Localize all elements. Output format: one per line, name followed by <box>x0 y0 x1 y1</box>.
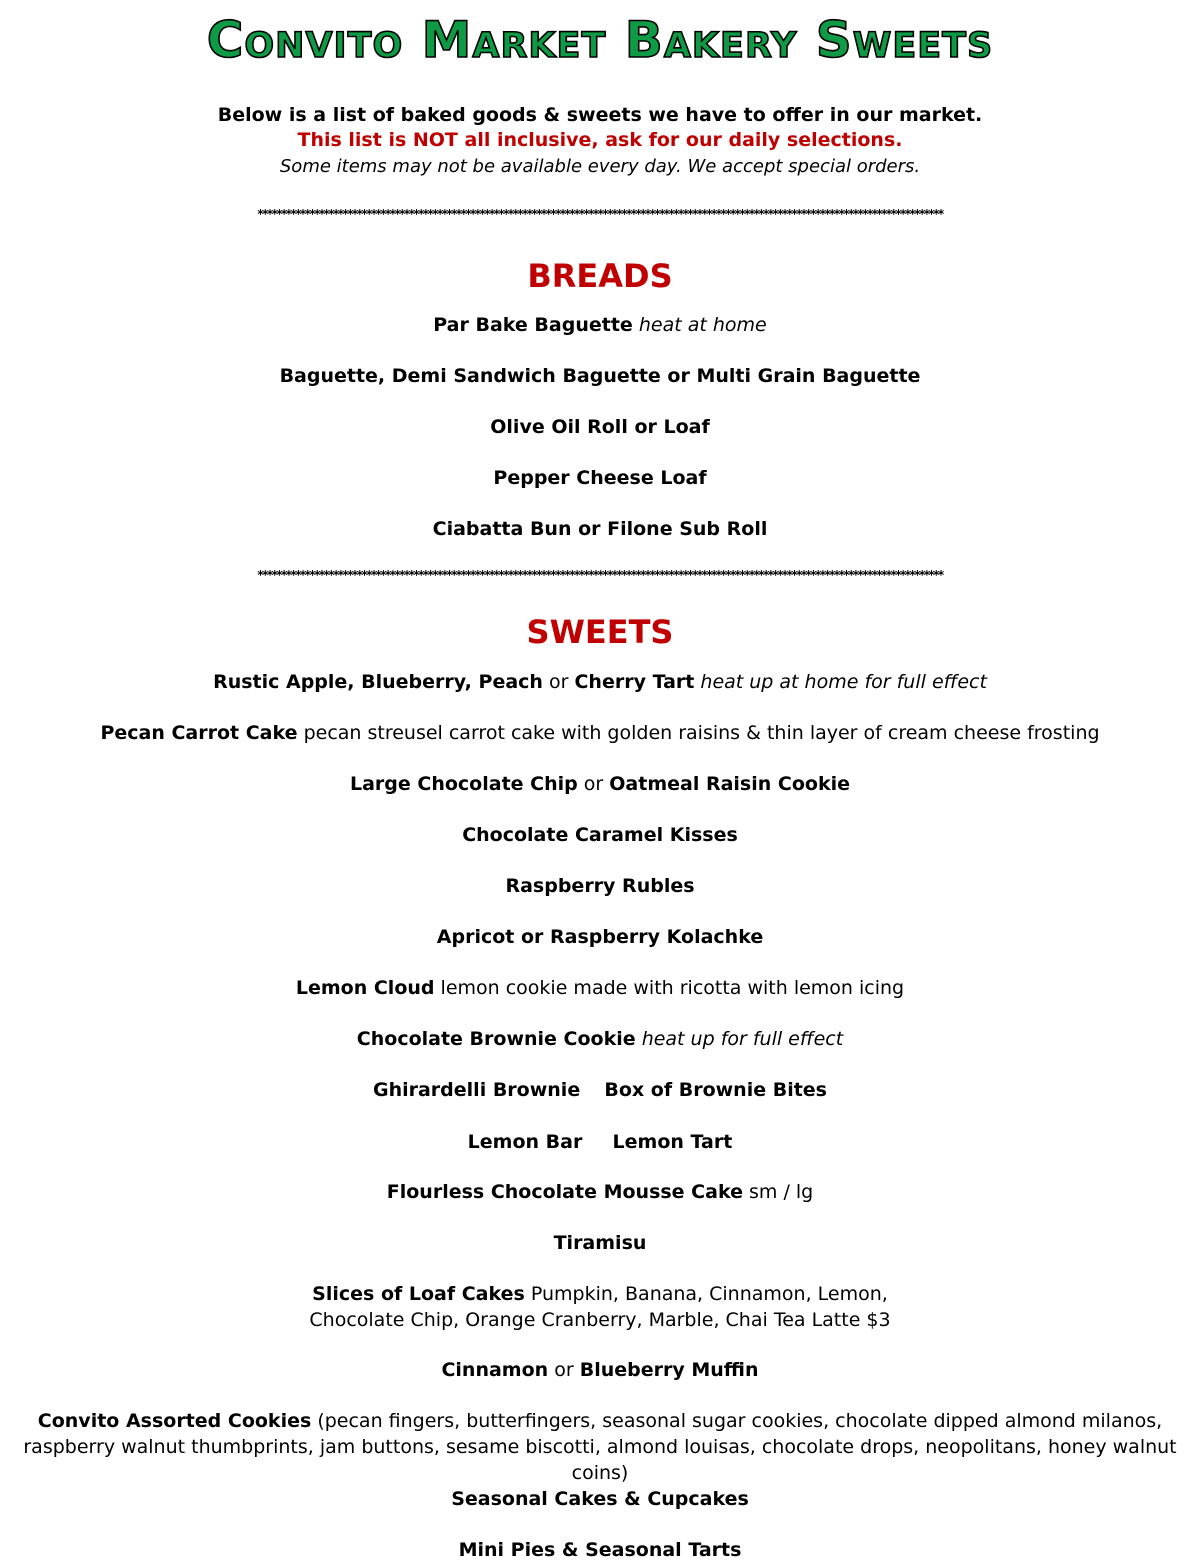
breads-heading: BREADS <box>527 257 673 295</box>
sweet-item <box>14 1408 1186 1486</box>
divider: ************************************************************************************************************************************************* <box>257 568 943 582</box>
item-name: Lemon Bar <box>467 1131 583 1153</box>
item-desc: (pecan fingers, butterfingers, seasonal sugar cookies, chocolate dipped almond milanos, raspberry walnut thumbprints, jam buttons, sesame biscotti, almond louisas, chocolate drops, neopolitans, honey walnut coins) <box>23 1410 1177 1484</box>
sweet-item: Raspberry Rubles <box>505 875 695 897</box>
sweet-item: Mini Pies & Seasonal Tarts <box>458 1539 742 1561</box>
item-name: Convito Assorted Cookies <box>37 1410 312 1432</box>
sweets-heading: SWEETS <box>526 613 674 651</box>
intro-availability: Some items may not be available every day. We accept special orders. <box>279 156 921 177</box>
item-name: Lemon Tart <box>612 1131 733 1153</box>
item-name: Pecan Carrot Cake <box>100 722 298 744</box>
item-name: Par Bake Baguette <box>433 314 633 336</box>
item-desc: pecan streusel carrot cake with golden raisins & thin layer of cream cheese frosting <box>303 722 1100 744</box>
sweet-item <box>10 1281 1190 1333</box>
sweet-item <box>10 1179 1190 1205</box>
item-name: Cinnamon <box>441 1359 549 1381</box>
item-name: Large Chocolate Chip <box>350 773 578 795</box>
sweet-item: Tiramisu <box>553 1232 647 1254</box>
sweet-item <box>10 1026 1190 1052</box>
item-note: heat up for full effect <box>641 1028 844 1050</box>
sweet-item <box>10 1077 1190 1103</box>
item-name: Box of Brownie Bites <box>604 1079 827 1101</box>
intro-line: Below is a list of baked goods & sweets we have to offer in our market. <box>217 104 983 126</box>
item-name: Cherry Tart <box>574 671 695 693</box>
bread-item: Ciabatta Bun or Filone Sub Roll <box>432 518 768 540</box>
item-desc: lemon cookie made with ricotta with lemon icing <box>440 977 905 999</box>
bread-item: Olive Oil Roll or Loaf <box>490 416 710 438</box>
item-name: Lemon Cloud <box>295 977 435 999</box>
intro-notice: This list is NOT all inclusive, ask for our daily selections. <box>297 129 903 151</box>
item-desc: Pumpkin, Banana, Cinnamon, Lemon, <box>530 1283 888 1305</box>
item-connector: or <box>554 1359 574 1381</box>
item-name: Slices of Loaf Cakes <box>312 1283 525 1305</box>
sweet-item <box>10 1129 1190 1155</box>
bread-item <box>10 312 1190 338</box>
sweet-item: Seasonal Cakes & Cupcakes <box>451 1488 749 1510</box>
item-desc: sm / lg <box>749 1181 814 1203</box>
item-name: Blueberry Muffin <box>579 1359 759 1381</box>
item-name: Oatmeal Raisin Cookie <box>609 773 850 795</box>
divider: ************************************************************************************************************************************************* <box>257 207 943 221</box>
sweet-item <box>10 669 1190 695</box>
item-name: Ghirardelli Brownie <box>372 1079 581 1101</box>
sweet-item: Chocolate Caramel Kisses <box>462 824 738 846</box>
sweet-item <box>10 1357 1190 1383</box>
sweet-item <box>10 975 1190 1001</box>
bread-item: Baguette, Demi Sandwich Baguette or Multi Grain Baguette <box>279 365 921 387</box>
item-connector: or <box>583 773 604 795</box>
sweet-item <box>10 720 1190 746</box>
item-name: Flourless Chocolate Mousse Cake <box>386 1181 743 1203</box>
item-note: heat up at home for full effect <box>700 671 987 693</box>
page-title: Convito Market Bakery Sweets <box>206 11 994 69</box>
item-connector: or <box>548 671 569 693</box>
item-desc: Chocolate Chip, Orange Cranberry, Marble, Chai Tea Latte $3 <box>309 1309 891 1331</box>
sweet-item <box>10 771 1190 797</box>
item-note: heat at home <box>638 314 767 336</box>
sweet-item: Apricot or Raspberry Kolachke <box>436 926 764 948</box>
bread-item: Pepper Cheese Loaf <box>493 467 707 489</box>
item-name: Rustic Apple, Blueberry, Peach <box>213 671 543 693</box>
item-name: Chocolate Brownie Cookie <box>356 1028 636 1050</box>
